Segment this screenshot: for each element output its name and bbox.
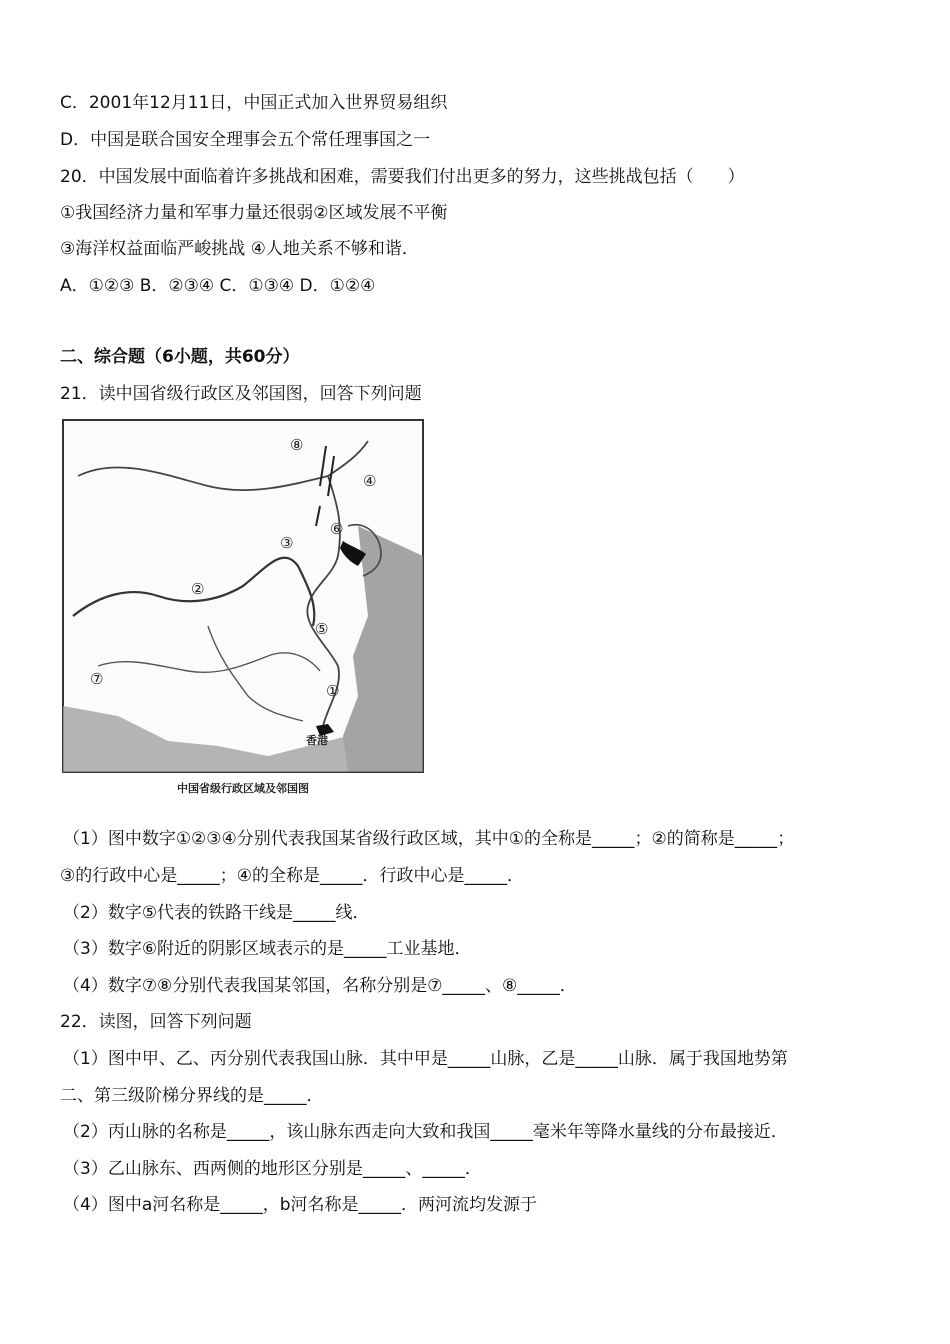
q20-options: A．①②③ B．②③④ C．①③④ D．①②④	[60, 276, 376, 296]
map-marker-3: ③	[280, 534, 294, 552]
map-caption: 中国省级行政区域及邻国图	[177, 782, 309, 795]
map-label-hongkong: 香港	[306, 734, 328, 747]
question-20: 20．中国发展中面临着许多挑战和困难，需要我们付出更多的努力，这些挑战包括（ ）	[60, 167, 745, 187]
map-marker-1: ①	[326, 682, 340, 700]
q22-part-3: （3）乙山脉东、西两侧的地形区分别是_____、_____．	[63, 1159, 482, 1179]
q21-part-3: （3）数字⑥附近的阴影区域表示的是_____工业基地．	[63, 939, 472, 959]
map-marker-8: ⑧	[290, 436, 304, 454]
q22-part-1a: （1）图中甲、乙、丙分别代表我国山脉．其中甲是_____山脉，乙是_____山脉．属于我国地势第	[63, 1049, 788, 1069]
q21-part-2: （2）数字⑤代表的铁路干线是_____线．	[63, 903, 370, 923]
china-province-map	[58, 416, 428, 800]
option-c: C．2001年12月11日，中国正式加入世界贸易组织	[60, 93, 448, 113]
map-marker-2: ②	[191, 580, 205, 598]
q22-part-4: （4）图中a河名称是_____，b河名称是_____．两河流均发源于	[63, 1195, 538, 1215]
q22-part-1b: 二、第三级阶梯分界线的是_____．	[60, 1086, 324, 1106]
q20-statement-1: ①我国经济力量和军事力量还很弱②区域发展不平衡	[60, 203, 448, 223]
q20-statement-2: ③海洋权益面临严峻挑战 ④人地关系不够和谐．	[60, 239, 419, 259]
question-22: 22．读图，回答下列问题	[60, 1012, 252, 1032]
q22-part-2: （2）丙山脉的名称是_____，该山脉东西走向大致和我国_____毫米年等降水量线的分布最接近．	[63, 1122, 788, 1142]
option-d: D．中国是联合国安全理事会五个常任理事国之一	[60, 130, 431, 150]
q21-part-4: （4）数字⑦⑧分别代表我国某邻国，名称分别是⑦_____、⑧_____．	[63, 976, 577, 996]
map-marker-5: ⑤	[315, 620, 329, 638]
map-marker-4: ④	[363, 472, 377, 490]
map-marker-6: ⑥	[330, 520, 344, 538]
question-21: 21．读中国省级行政区及邻国图，回答下列问题	[60, 384, 422, 404]
map-marker-7: ⑦	[90, 670, 104, 688]
section-2-heading: 二、综合题（6小题，共60分）	[60, 347, 300, 367]
q21-part-1b: ③的行政中心是_____；④的全称是_____．行政中心是_____．	[60, 866, 524, 886]
q21-part-1a: （1）图中数字①②③④分别代表我国某省级行政区域，其中①的全称是_____；②的简称是_____；	[63, 829, 795, 849]
